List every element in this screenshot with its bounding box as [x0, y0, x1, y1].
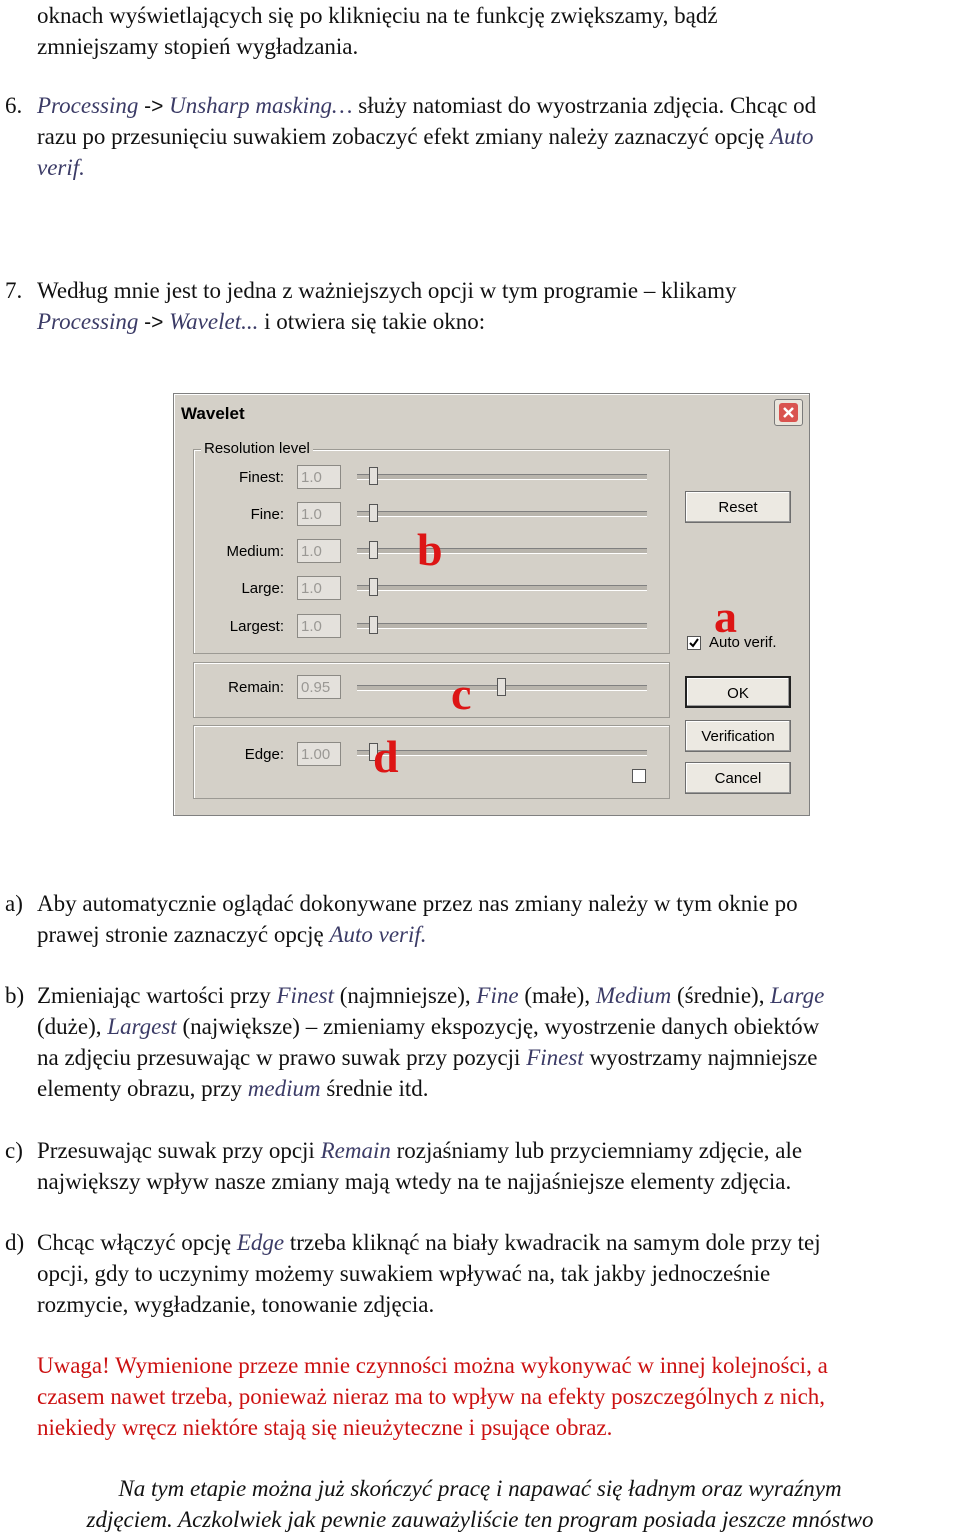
option-ref: Finest	[526, 1045, 584, 1070]
closing-line: Na tym etapie można już skończyć pracę i napawać się ładnym oraz wyraźnym	[118, 1476, 842, 1501]
text: wyostrzamy najmniejsze	[589, 1045, 818, 1070]
level-field[interactable]: 1.0	[297, 614, 341, 638]
item-letter: c)	[5, 1138, 23, 1163]
menu-ref: Wavelet...	[169, 309, 259, 334]
level-field[interactable]: 1.0	[297, 502, 341, 526]
annotation-c: c	[451, 668, 472, 719]
option-ref: Edge	[236, 1230, 285, 1255]
level-label: Large:	[241, 580, 284, 597]
paragraph-line: zmniejszamy stopień wygładzania.	[37, 34, 359, 59]
item-letter: a)	[5, 891, 23, 916]
auto-verif-checkbox[interactable]	[687, 636, 701, 650]
paragraph-line: największy wpływ nasze zmiany mają wtedy na te najjaśniejsze elementy zdjęcia.	[37, 1169, 792, 1194]
item-number: 7.	[5, 278, 23, 303]
option-ref: Large	[770, 983, 825, 1008]
checkmark-icon	[688, 637, 700, 649]
annotation-b: b	[417, 524, 443, 575]
option-ref: verif.	[37, 155, 85, 180]
text: (średnie),	[676, 983, 765, 1008]
annotation-d: d	[373, 731, 399, 782]
text: rozjaśniamy lub przyciemniamy zdjęcie, ale	[396, 1138, 803, 1163]
paragraph-line: opcji, gdy to uczynimy możemy suwakiem wpływać na, tak jakby jednocześnie	[37, 1261, 771, 1286]
paragraph-line: oknach wyświetlających się po kliknięciu na te funkcję zwiększamy, bądź	[37, 3, 718, 28]
close-icon	[779, 403, 798, 422]
edge-slider-track[interactable]	[357, 750, 647, 756]
paragraph-line	[37, 1135, 802, 1166]
item-letter: b)	[5, 983, 25, 1008]
ok-button[interactable]: OK	[685, 676, 791, 708]
paragraph-line: Według mnie jest to jedna z ważniejszych opcji w tym programie – klikamy	[37, 278, 737, 303]
option-ref: Auto	[770, 124, 814, 149]
level-field[interactable]: 1.0	[297, 576, 341, 600]
text: (największe) – zmieniamy ekspozycję, wyostrzenie danych obiektów	[182, 1014, 820, 1039]
text: (małe),	[524, 983, 591, 1008]
cancel-button[interactable]: Cancel	[685, 762, 791, 794]
paragraph-line	[37, 121, 814, 152]
warning-line: niekiedy wręcz niektóre stają się nieużyteczne i psujące obraz.	[37, 1415, 613, 1440]
text: i otwiera się takie okno:	[264, 309, 486, 334]
text: trzeba kliknąć na biały kwadracik na samym dole przy tej	[289, 1230, 821, 1255]
remain-slider-thumb[interactable]	[497, 678, 506, 696]
group-label: Resolution level	[201, 440, 313, 457]
item-number: 6.	[5, 93, 23, 118]
level-slider-track[interactable]	[357, 623, 647, 629]
level-slider-track[interactable]	[357, 585, 647, 591]
option-ref: Auto verif.	[329, 922, 427, 947]
paragraph-line	[37, 1011, 819, 1042]
warning-line: Uwaga! Wymienione przeze mnie czynności można wykonywać w innej kolejności, a	[37, 1353, 828, 1378]
level-slider-track[interactable]	[357, 474, 647, 480]
text: prawej stronie zaznaczyć opcję	[37, 922, 324, 947]
option-ref: Remain	[320, 1138, 391, 1163]
edge-field[interactable]: 1.00	[297, 742, 341, 766]
option-ref: medium	[247, 1076, 321, 1101]
reset-button[interactable]: Reset	[685, 491, 791, 523]
option-ref: Fine	[476, 983, 519, 1008]
level-label: Medium:	[226, 543, 284, 560]
warning-line: czasem nawet trzeba, ponieważ nieraz ma to wpływ na efekty poszczególnych z nich,	[37, 1384, 826, 1409]
close-button[interactable]	[774, 399, 803, 426]
paragraph-line	[37, 1227, 821, 1258]
text: na zdjęciu przesuwając w prawo suwak przy pozycji	[37, 1045, 521, 1070]
option-ref: Largest	[107, 1014, 177, 1039]
paragraph-line	[37, 919, 427, 950]
level-slider-thumb[interactable]	[369, 504, 378, 522]
level-label: Fine:	[250, 506, 284, 523]
level-slider-thumb[interactable]	[369, 578, 378, 596]
auto-verif-label: Auto verif.	[709, 634, 777, 651]
edge-label: Edge:	[244, 746, 284, 763]
option-ref: Medium	[595, 983, 672, 1008]
paragraph-line: rozmycie, wygładzanie, tonowanie zdjęcia.	[37, 1292, 435, 1317]
paragraph-line: Aby automatycznie oglądać dokonywane przez nas zmiany należy w tym oknie po	[37, 891, 798, 916]
level-slider-track[interactable]	[357, 511, 647, 517]
text: Zmieniając wartości przy	[37, 983, 271, 1008]
paragraph-line	[37, 90, 816, 122]
text: średnie itd.	[326, 1076, 429, 1101]
text: Przesuwając suwak przy opcji	[37, 1138, 315, 1163]
paragraph-line	[37, 152, 85, 183]
verification-button[interactable]: Verification	[685, 720, 791, 752]
dialog-title: Wavelet	[181, 404, 245, 423]
menu-ref: Unsharp masking…	[169, 93, 353, 118]
menu-ref: Processing	[37, 309, 139, 334]
text: (najmniejsze),	[339, 983, 471, 1008]
option-ref: Finest	[276, 983, 334, 1008]
item-letter: d)	[5, 1230, 25, 1255]
remain-field[interactable]: 0.95	[297, 675, 341, 699]
text: służy natomiast do wyostrzania zdjęcia. Chcąc od	[358, 93, 817, 118]
text: razu po przesunięciu suwakiem zobaczyć efekt zmiany należy zaznaczyć opcję	[37, 124, 765, 149]
paragraph-line	[37, 980, 824, 1011]
level-slider-track[interactable]	[357, 548, 647, 554]
text: (duże),	[37, 1014, 102, 1039]
arrow: ->	[144, 311, 164, 334]
level-field[interactable]: 1.0	[297, 465, 341, 489]
arrow: ->	[144, 95, 164, 118]
menu-ref: Processing	[37, 93, 139, 118]
paragraph-line	[37, 1042, 817, 1073]
paragraph-line	[37, 306, 485, 338]
annotation-a: a	[714, 591, 737, 642]
paragraph-line	[37, 1073, 429, 1104]
closing-line: zdjęciem. Aczkolwiek jak pewnie zauważyliście ten program posiada jeszcze mnóstwo	[86, 1507, 874, 1532]
level-label: Finest:	[238, 469, 284, 486]
level-label: Largest:	[229, 618, 284, 635]
text: Chcąc włączyć opcję	[37, 1230, 232, 1255]
text: elementy obrazu, przy	[37, 1076, 242, 1101]
level-slider-thumb[interactable]	[369, 541, 378, 559]
level-slider-thumb[interactable]	[369, 467, 378, 485]
level-slider-thumb[interactable]	[369, 616, 378, 634]
wavelet-dialog	[173, 393, 810, 816]
edge-checkbox[interactable]	[632, 769, 646, 783]
level-field[interactable]: 1.0	[297, 539, 341, 563]
remain-label: Remain:	[228, 679, 284, 696]
